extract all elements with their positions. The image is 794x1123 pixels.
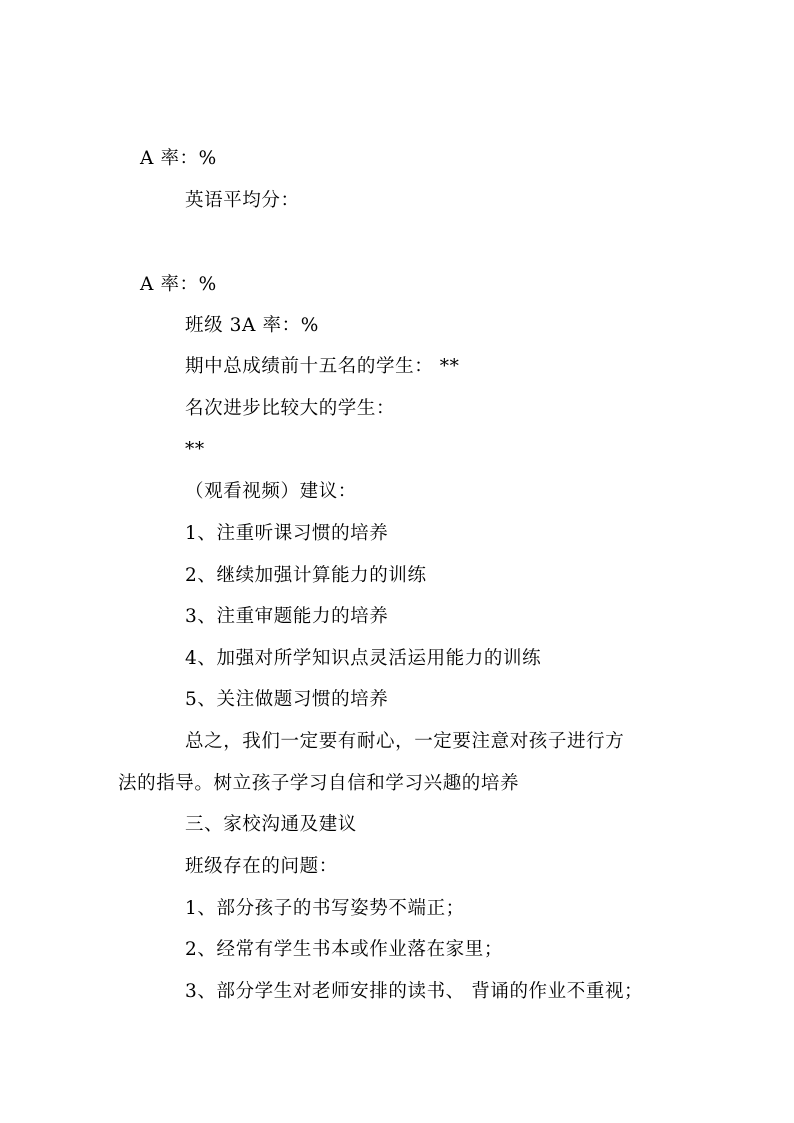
a-rate-line-1: A 率：% bbox=[140, 148, 217, 169]
english-average-line: 英语平均分： bbox=[185, 190, 300, 211]
home-school-heading: 三、家校沟通及建议 bbox=[185, 814, 357, 835]
suggestion-item-5: 5、关注做题习惯的培养 bbox=[185, 689, 389, 710]
improved-students-line: 名次进步比较大的学生： bbox=[185, 398, 396, 419]
problem-item-2: 2、经常有学生书本或作业落在家里； bbox=[185, 939, 503, 960]
a-rate-line-2: A 率：% bbox=[140, 274, 217, 295]
class-3a-rate-line: 班级 3A 率：% bbox=[185, 315, 319, 336]
class-problems-heading: 班级存在的问题： bbox=[185, 856, 338, 877]
video-suggestion-heading: （观看视频）建议： bbox=[185, 481, 357, 502]
suggestion-item-2: 2、继续加强计算能力的训练 bbox=[185, 565, 427, 586]
problem-item-1: 1、部分孩子的书写姿势不端正； bbox=[185, 898, 465, 919]
problem-item-3: 3、部分学生对老师安排的读书、 背诵的作业不重视； bbox=[185, 981, 644, 1002]
summary-paragraph-line-1: 总之，我们一定要有耐心，一定要注意对孩子进行方 bbox=[185, 731, 625, 752]
suggestion-item-1: 1、注重听课习惯的培养 bbox=[185, 523, 389, 544]
placeholder-stars-line: ** bbox=[185, 439, 205, 460]
suggestion-item-3: 3、注重审题能力的培养 bbox=[185, 606, 389, 627]
suggestion-item-4: 4、加强对所学知识点灵活运用能力的训练 bbox=[185, 648, 542, 669]
summary-paragraph-line-2: 法的指导。树立孩子学习自信和学习兴趣的培养 bbox=[118, 773, 520, 794]
top-fifteen-students-line: 期中总成绩前十五名的学生： ** bbox=[185, 356, 460, 377]
